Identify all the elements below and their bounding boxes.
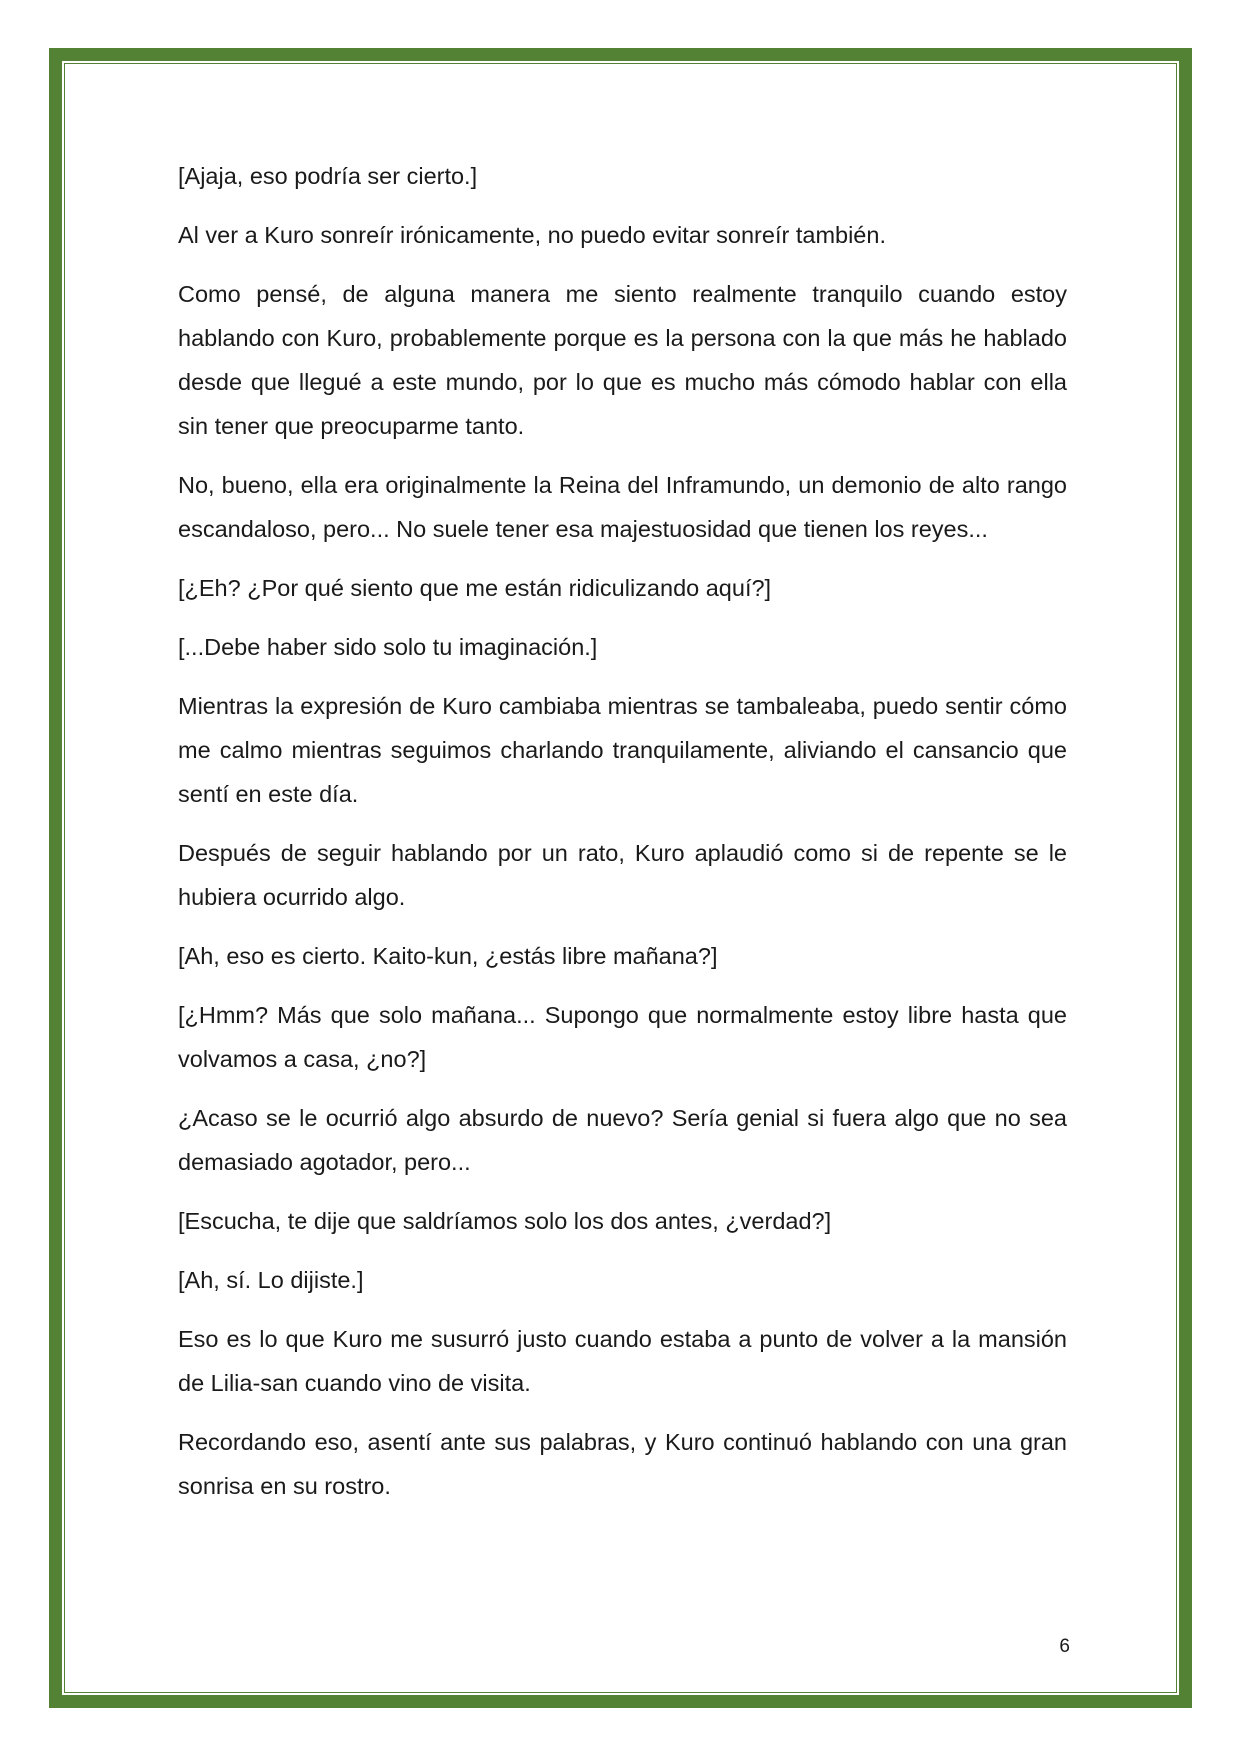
paragraph: [Ah, sí. Lo dijiste.]: [178, 1267, 364, 1293]
paragraph: ¿Acaso se le ocurrió algo absurdo de nuevo? Sería genial si fuera algo que no sea demasiado agotador, pero...: [178, 1105, 1067, 1175]
paragraph: Eso es lo que Kuro me susurró justo cuando estaba a punto de volver a la mansión de Lilia-san cuando vino de visita.: [178, 1326, 1067, 1396]
paragraph: No, bueno, ella era originalmente la Reina del Inframundo, un demonio de alto rango escandaloso, pero... No suele tener esa majestuosidad que tienen los reyes...: [178, 472, 1067, 542]
paragraph: Después de seguir hablando por un rato, Kuro aplaudió como si de repente se le hubiera ocurrido algo.: [178, 840, 1067, 910]
paragraph: Recordando eso, asentí ante sus palabras, y Kuro continuó hablando con una gran sonrisa en su rostro.: [178, 1429, 1067, 1499]
paragraph: Al ver a Kuro sonreír irónicamente, no puedo evitar sonreír también.: [178, 222, 886, 248]
paragraph: [¿Eh? ¿Por qué siento que me están ridiculizando aquí?]: [178, 575, 772, 601]
paragraph: Como pensé, de alguna manera me siento realmente tranquilo cuando estoy hablando con Kuro, probablemente porque es la persona con la que más he hablado desde que llegué a este mundo, por lo que es mucho más cómodo hablar con ella sin tener que preocuparme tanto.: [178, 281, 1067, 439]
page-number: 6: [1059, 1636, 1070, 1657]
paragraph: [Escucha, te dije que saldríamos solo los dos antes, ¿verdad?]: [178, 1208, 832, 1234]
page-body: [178, 154, 1067, 1523]
paragraph: [Ah, eso es cierto. Kaito-kun, ¿estás libre mañana?]: [178, 943, 718, 969]
paragraph: [¿Hmm? Más que solo mañana... Supongo que normalmente estoy libre hasta que volvamos a casa, ¿no?]: [178, 1002, 1067, 1072]
paragraph: [Ajaja, eso podría ser cierto.]: [178, 163, 478, 189]
paragraph: [...Debe haber sido solo tu imaginación.]: [178, 634, 598, 660]
paragraph: Mientras la expresión de Kuro cambiaba mientras se tambaleaba, puedo sentir cómo me calmo mientras seguimos charlando tranquilamente, aliviando el cansancio que sentí en este día.: [178, 693, 1067, 807]
